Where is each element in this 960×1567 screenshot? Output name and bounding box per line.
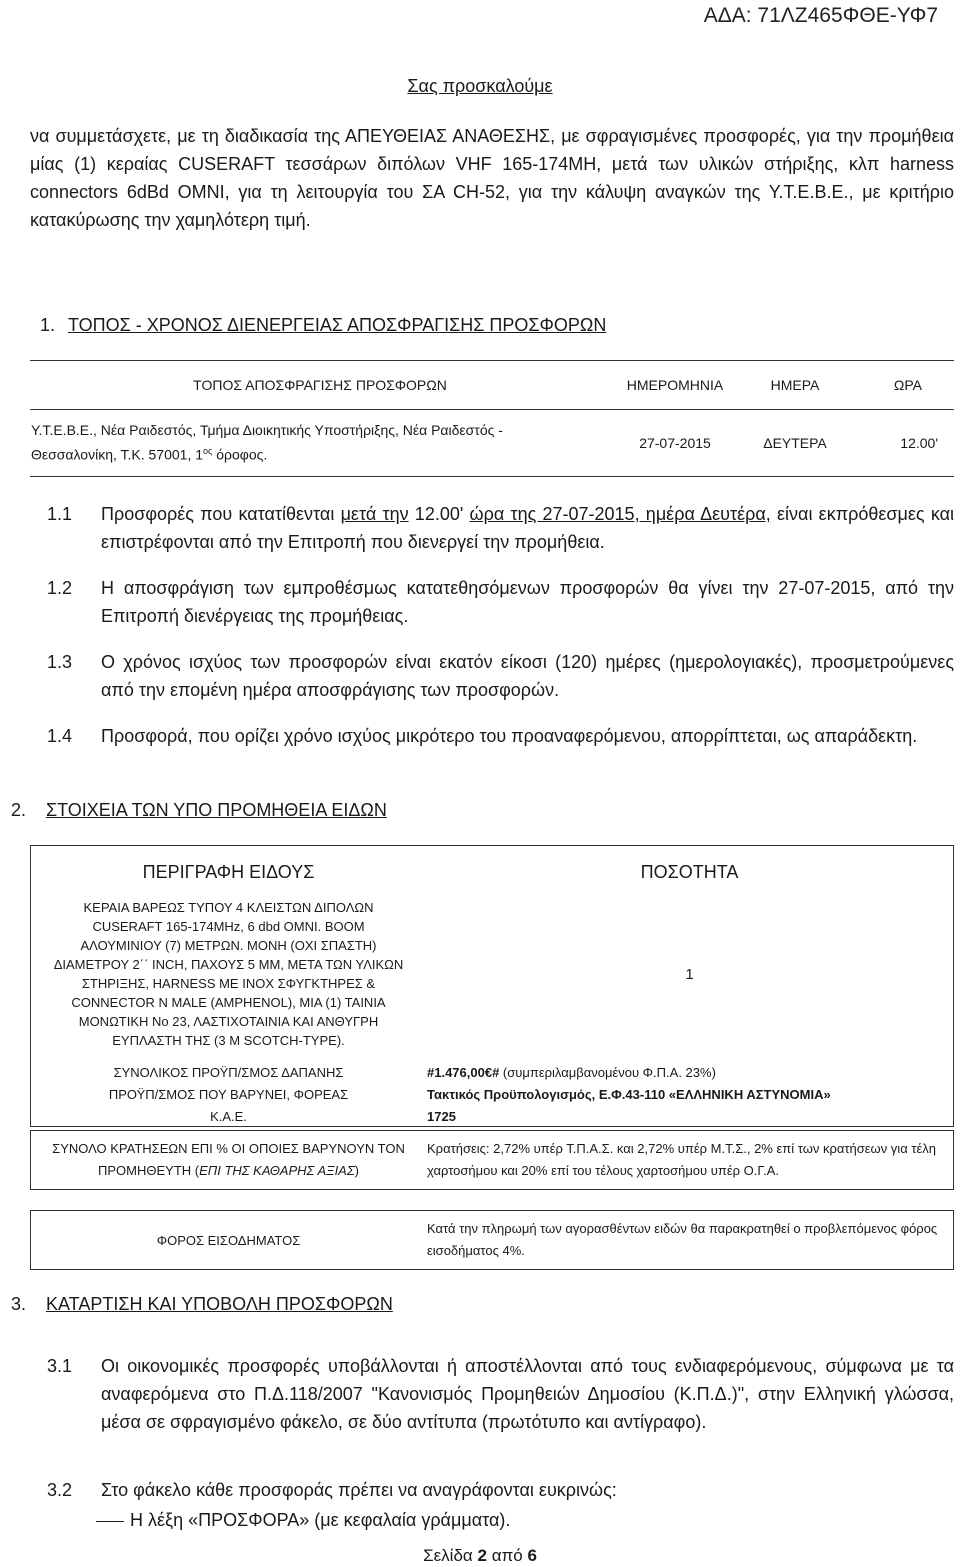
withholdings-label xyxy=(31,1131,426,1189)
item-description: ΚΕΡΑΙΑ ΒΑΡΕΩΣ ΤΥΠΟΥ 4 ΚΛΕΙΣΤΩΝ ΔΙΠΟΛΩΝ CUSERAFT 165-174MHz, 6 dbd OMNI. ΒΟΟΜ ΑΛΟΥΜΙΝΙΟΥ (7) ΜΕΤΡΩΝ. ΜΟΝΗ (ΟΧΙ ΣΠΑΣΤΗ) ΔΙΑΜΕΤΡΟΥ 2΄΄ INCH, ΠΑΧΟΥΣ 5 MM, ΜΕΤΑ ΤΩΝ ΥΛΙΚΩΝ ΣΤΗΡΙΞΗΣ, HARNESS ME INOX ΣΦΥΓΚΤΗΡΕΣ & CONNECTOR N MALE (AMPHENOL), ΜΙΑ (1) ΤΑΙΝΙΑ ΜΟΝΩΤΙΚΗ Νο 23, ΛΑΣΤΙΧΟΤΑΙΝΙΑ ΚΑΙ ΑΝΘΥΓΡΗ ΕΥΠΛΑΣΤΗ ΤΗΣ (3 M SCOTCH-TYPE). xyxy=(53,900,404,1048)
table-row xyxy=(30,410,954,477)
budget-label: ΠΡΟΫΠ/ΣΜΟΣ ΠΟΥ ΒΑΡΥΝΕΙ, ΦΟΡΕΑΣ xyxy=(108,1087,349,1102)
paragraph-number: 3.1 xyxy=(47,1356,73,1376)
paragraph-text: Ο χρόνος ισχύος των προσφορών είναι εκατόν είκοσι (120) ημέρες (ημερολογιακές), προσμετρούμενες από την επομένη ημέρα αποσφράγισης των προσφορών. xyxy=(101,652,954,700)
quantity-header: ΠΟΣΟΤΗΤΑ xyxy=(640,861,739,882)
footer-separator: από xyxy=(491,1546,523,1565)
place-text: Θεσσαλονίκη, Τ.Κ. 57001, 1 xyxy=(31,446,204,463)
text-run: ) xyxy=(354,1163,359,1178)
section-3-heading xyxy=(11,1294,393,1315)
section-number: 2. xyxy=(11,800,27,820)
withholdings-label-line xyxy=(32,1160,425,1182)
bullet-text: Η λέξη «ΠΡΟΣΦΟΡΑ» (με κεφαλαία γράμματα). xyxy=(130,1510,511,1530)
section-number: 3. xyxy=(11,1294,27,1314)
opening-table xyxy=(30,360,954,477)
opening-date: 27-07-2015 xyxy=(610,410,740,477)
withholdings-value: Κρατήσεις: 2,72% υπέρ Τ.Π.Α.Σ. και 2,72% υπέρ Μ.Τ.Σ., 2% επί των κρατήσεων για τέλη χαρτοσήμου και 20% επί του τέλους χαρτοσήμου υπέρ Ο.Γ.Α. xyxy=(427,1141,936,1178)
paragraph-1-1 xyxy=(47,500,954,556)
place-line-2 xyxy=(31,441,609,466)
text-run-italic: ΕΠΙ ΤΗΣ ΚΑΘΑΡΗΣ ΑΞΙΑΣ xyxy=(199,1163,355,1178)
paragraph-number: 1.4 xyxy=(47,726,73,746)
paragraph-1-2 xyxy=(47,574,954,630)
bullet-item xyxy=(96,1510,510,1531)
total-pages: 6 xyxy=(527,1546,537,1565)
place-floor: όροφος. xyxy=(212,446,268,463)
items-table xyxy=(30,845,954,1127)
kae-code: 1725 xyxy=(427,1109,456,1124)
income-tax-grid xyxy=(31,1211,953,1269)
section-title: ΚΑΤΑΡΤΙΣΗ ΚΑΙ ΥΠΟΒΟΛΗ ΠΡΟΣΦΟΡΩΝ xyxy=(46,1294,393,1314)
page-number: 2 xyxy=(477,1546,487,1565)
section-2-heading xyxy=(11,800,387,821)
withholdings-grid xyxy=(31,1131,953,1189)
paragraph-3-1 xyxy=(47,1352,954,1436)
table-row xyxy=(31,1050,953,1140)
paragraph-3-2 xyxy=(47,1476,954,1504)
paragraph-text xyxy=(101,500,954,556)
invite-title: Σας προσκαλούμε xyxy=(407,76,553,96)
paragraph-1-3 xyxy=(47,648,954,704)
text-run-underlined: ώρα της 27-07-2015, ημέρα Δευτέρα, xyxy=(469,504,771,524)
paragraph-1-4 xyxy=(47,722,954,750)
footer-label: Σελίδα xyxy=(423,1546,473,1565)
total-amount xyxy=(427,1062,952,1084)
ada-code: ΑΔΑ: 71ΛΖ465ΦΘΕ-ΥΦ7 xyxy=(703,4,938,27)
opening-time: 12.00' xyxy=(850,410,954,477)
paragraph-text: Οι οικονομικές προσφορές υποβάλλονται ή αποστέλλονται από τους ενδιαφερόμενους, σύμφωνα με τα αναφερόμενα στο Π.Δ.118/2007 "Κανονισμός Προμηθειών Δημοσίου (Κ.Π.Δ.)", στην Ελληνική γλώσσα, μέσα σε σφραγισμένο φάκελο, σε δύο αντίτυπα (πρωτότυπο και αντίγραφο). xyxy=(101,1356,954,1432)
table-header-row xyxy=(31,846,953,898)
text-run: 12.00' xyxy=(408,504,470,524)
table-row xyxy=(31,1131,953,1189)
text-run: είναι εκπρόθεσμες και επιστρέφονται από την Επιτροπή που διενεργεί την προμήθεια. xyxy=(101,504,955,552)
item-quantity: 1 xyxy=(685,965,694,983)
budget-values xyxy=(426,1050,953,1140)
intro-paragraph: να συμμετάσχετε, με τη διαδικασία της ΑΠΕΥΘΕΙΑΣ ΑΝΑΘΕΣΗΣ, με σφραγισμένες προσφορές, για την προμήθεια μίας (1) κεραίας CUSERAFT τεσσάρων διπόλων VHF 165-174MH, μετά των υλικών στήριξης, κλπ harness connectors 6dBd OMNI, για τη λειτουργία του ΣΑ CH-52, για την κάλυψη αναγκών της Υ.Τ.Ε.Β.Ε., με κριτήριο κατακύρωσης την χαμηλότερη τιμή. xyxy=(30,126,954,230)
opening-day: ΔΕΥΤΕΡΑ xyxy=(740,410,850,477)
column-header: ΗΜΕΡΟΜΗΝΙΑ xyxy=(610,361,740,410)
budget-label: Κ.Α.Ε. xyxy=(210,1109,247,1124)
place-line-1: Υ.Τ.Ε.Β.Ε., Νέα Ραιδεστός, Τμήμα Διοικητικής Υποστήριξης, Νέα Ραιδεστός - xyxy=(31,422,503,439)
income-tax-value: Κατά την πληρωμή των αγορασθέντων ειδών θα παρακρατηθεί ο προβλεπόμενος φόρος εισοδήματος 4%. xyxy=(427,1221,938,1258)
paragraph-text: Η αποσφράγιση των εμπροθέσμως κατατεθησόμενων προσφορών θα γίνει την 27-07-2015, από την Επιτροπή διενέργειας της προμήθειας. xyxy=(101,578,954,626)
description-header: ΠΕΡΙΓΡΑΦΗ ΕΙΔΟΥΣ xyxy=(142,861,315,882)
dash-icon xyxy=(96,1521,124,1522)
table-row xyxy=(31,898,953,1050)
paragraph-number: 3.2 xyxy=(47,1480,73,1500)
text-run: Προσφορές που κατατίθενται xyxy=(101,504,341,524)
withholdings-label-line: ΣΥΝΟΛΟ ΚΡΑΤΗΣΕΩΝ ΕΠΙ % ΟΙ ΟΠΟΙΕΣ ΒΑΡΥΝΟΥΝ ΤΟΝ xyxy=(52,1141,405,1156)
section-title: ΣΤΟΙΧΕΙΑ ΤΩΝ ΥΠΟ ΠΡΟΜΗΘΕΙΑ ΕΙΔΩΝ xyxy=(46,800,387,820)
income-tax-box xyxy=(30,1210,954,1270)
paragraph-number: 1.2 xyxy=(47,578,73,598)
items-grid xyxy=(31,846,953,1140)
amount-note: (συμπεριλαμβανομένου Φ.Π.Α. 23%) xyxy=(499,1065,716,1080)
paragraph-number: 1.3 xyxy=(47,652,73,672)
section-number: 1. xyxy=(40,315,56,335)
budget-label: ΣΥΝΟΛΙΚΟΣ ΠΡΟΫΠ/ΣΜΟΣ ΔΑΠΑΝΗΣ xyxy=(113,1065,344,1080)
column-header: ΩΡΑ xyxy=(850,361,954,410)
paragraph-text: Στο φάκελο κάθε προσφοράς πρέπει να αναγράφονται ευκρινώς: xyxy=(101,1480,617,1500)
table-row xyxy=(31,1211,953,1269)
section-title: ΤΟΠΟΣ - ΧΡΟΝΟΣ ΔΙΕΝΕΡΓΕΙΑΣ ΑΠΟΣΦΡΑΓΙΣΗΣ ΠΡΟΣΦΟΡΩΝ xyxy=(68,315,607,335)
page-footer xyxy=(0,1546,960,1566)
withholdings-box xyxy=(30,1130,954,1190)
column-header: ΗΜΕΡΑ xyxy=(740,361,850,410)
paragraph-number: 1.1 xyxy=(47,504,73,524)
text-run-underlined: μετά την xyxy=(340,504,409,524)
place-superscript: ος xyxy=(203,446,213,457)
table-header-row xyxy=(30,361,954,410)
budget-source: Τακτικός Προϋπολογισμός, Ε.Φ.43-110 «ΕΛΛΗΝΙΚΗ ΑΣΤΥΝΟΜΙΑ» xyxy=(427,1087,831,1102)
amount-value: #1.476,00€# xyxy=(427,1065,500,1080)
budget-labels xyxy=(31,1050,426,1140)
text-run: ΠΡΟΜΗΘΕΥΤΗ ( xyxy=(98,1163,200,1178)
paragraph-text: Προσφορά, που ορίζει χρόνο ισχύος μικρότερο του προαναφερόμενου, απορρίπτεται, ως απαράδεκτη. xyxy=(101,726,918,746)
income-tax-label: ΦΟΡΟΣ ΕΙΣΟΔΗΜΑΤΟΣ xyxy=(156,1232,301,1248)
section-1-heading xyxy=(40,315,606,336)
opening-place xyxy=(30,410,610,477)
column-header: ΤΟΠΟΣ ΑΠΟΣΦΡΑΓΙΣΗΣ ΠΡΟΣΦΟΡΩΝ xyxy=(30,361,610,410)
